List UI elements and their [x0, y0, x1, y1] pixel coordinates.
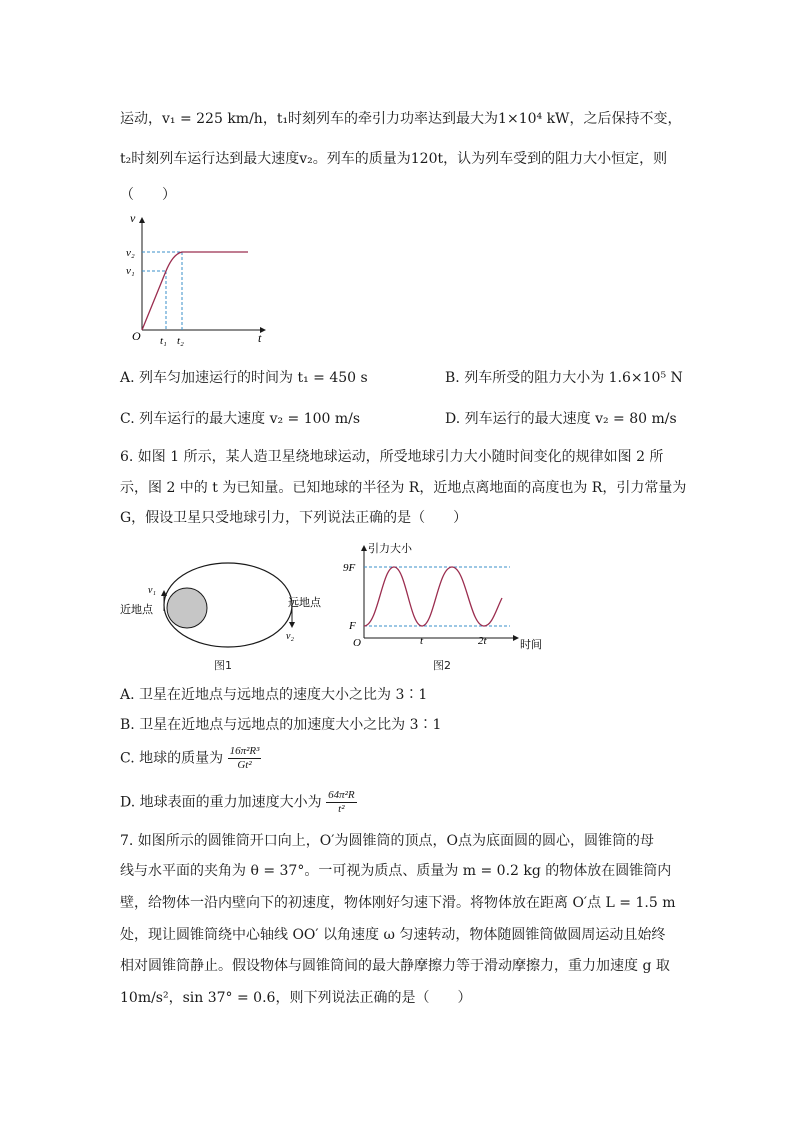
- fraction-denominator: Gt²: [237, 759, 252, 771]
- v2-label: v₂: [126, 247, 135, 259]
- q6-force-time-graph: [340, 538, 552, 656]
- v2-label: v₂: [286, 631, 294, 642]
- q5-option-d[interactable]: D. 列车运行的最大速度 v₂ = 80 m/s: [445, 411, 677, 427]
- q6-option-c-prefix: C. 地球的质量为: [120, 750, 224, 767]
- q6-text-line-2: 示，图 2 中的 t 为已知量。已知地球的半径为 R，近地点离地面的高度也为 R，引力常量为: [120, 480, 687, 496]
- q5-text-line-1: 运动，v₁ = 225 km/h，t₁时刻列车的牵引力功率达到最大为1×10⁴ kW，之后保持不变，: [120, 111, 682, 127]
- gravity-acceleration-fraction: [326, 790, 357, 815]
- far-point-label: 远地点: [288, 597, 321, 609]
- x-axis-label: 时间: [520, 639, 542, 651]
- q7-text-line-5: 相对圆锥筒静止。假设物体与圆锥筒间的最大静摩擦力等于滑动摩擦力，重力加速度 g 取: [120, 958, 670, 974]
- fraction-numerator: 16π²R³: [229, 745, 260, 757]
- fraction-denominator: t²: [338, 803, 345, 815]
- q5-text-line-2: t₂时刻列车运行达到最大速度v₂。列车的质量为120t，认为列车受到的阻力大小恒定，则: [120, 151, 668, 167]
- velocity-curve: [142, 252, 248, 330]
- 2t-tick-label: 2t: [478, 635, 487, 647]
- q7-text-line-4: 处，现让圆锥筒绕中心轴线 OO′ 以角速度 ω 匀速转动，物体随圆锥筒做圆周运动且始终: [120, 927, 666, 943]
- fraction-numerator: 64π²R: [328, 789, 355, 801]
- q7-text-line-1: 7. 如图所示的圆锥筒开口向上，O′为圆锥筒的顶点，O点为底面圆的圆心，圆锥筒的母: [120, 833, 654, 849]
- q6-option-c[interactable]: [120, 746, 261, 771]
- force-curve: [364, 567, 502, 626]
- q7-text-line-2: 线与水平面的夹角为 θ = 37°。一可视为质点、质量为 m = 0.2 kg 的物体放在圆锥筒内: [120, 863, 672, 879]
- y-bottom-label: F: [349, 620, 356, 632]
- q5-text-line-3: （ ）: [120, 187, 176, 203]
- earth-circle: [167, 588, 207, 628]
- t1-label: t₁: [160, 335, 167, 347]
- q7-text-line-6: 10m/s²，sin 37° = 0.6，则下列说法正确的是（ ）: [120, 990, 472, 1006]
- v1-label: v₁: [126, 265, 135, 277]
- earth-mass-fraction: [228, 746, 262, 771]
- q5-option-b[interactable]: B. 列车所受的阻力大小为 1.6×10⁵ N: [445, 370, 683, 386]
- q7-text-line-3: 壁，给物体一沿内壁向下的初速度，物体刚好匀速下滑。将物体放在距离 O′点 L = 1.5 m: [120, 895, 676, 911]
- q6-option-d[interactable]: [120, 790, 357, 815]
- q5-option-c[interactable]: C. 列车运行的最大速度 v₂ = 100 m/s: [120, 411, 361, 427]
- q5-option-a[interactable]: A. 列车匀加速运行的时间为 t₁ = 450 s: [120, 370, 368, 386]
- origin-label: O: [353, 637, 361, 649]
- q6-orbit-figure: [118, 555, 333, 655]
- q6-text-line-3: G，假设卫星只受地球引力，下列说法正确的是（ ）: [120, 510, 468, 526]
- t-tick-label: t: [420, 635, 424, 647]
- y-axis-label: 引力大小: [368, 543, 412, 555]
- q5-velocity-time-graph: [120, 208, 280, 348]
- v1-label: v₁: [148, 585, 156, 596]
- fig1-caption: 图1: [214, 659, 232, 672]
- q6-option-d-prefix: D. 地球表面的重力加速度大小为: [120, 794, 322, 811]
- near-point-label: 近地点: [120, 604, 153, 616]
- t-axis-label: t: [258, 331, 262, 345]
- y-top-label: 9F: [343, 562, 356, 574]
- origin-label: O: [132, 329, 141, 343]
- v-axis-label: v: [130, 211, 136, 225]
- q6-option-b[interactable]: B. 卫星在近地点与远地点的加速度大小之比为 3∶1: [120, 717, 442, 733]
- q6-option-a[interactable]: A. 卫星在近地点与远地点的速度大小之比为 3∶1: [120, 687, 428, 703]
- q6-text-line-1: 6. 如图 1 所示，某人造卫星绕地球运动，所受地球引力大小随时间变化的规律如图 2 所: [120, 449, 664, 465]
- fig2-caption: 图2: [433, 659, 451, 672]
- t2-label: t₂: [177, 335, 184, 347]
